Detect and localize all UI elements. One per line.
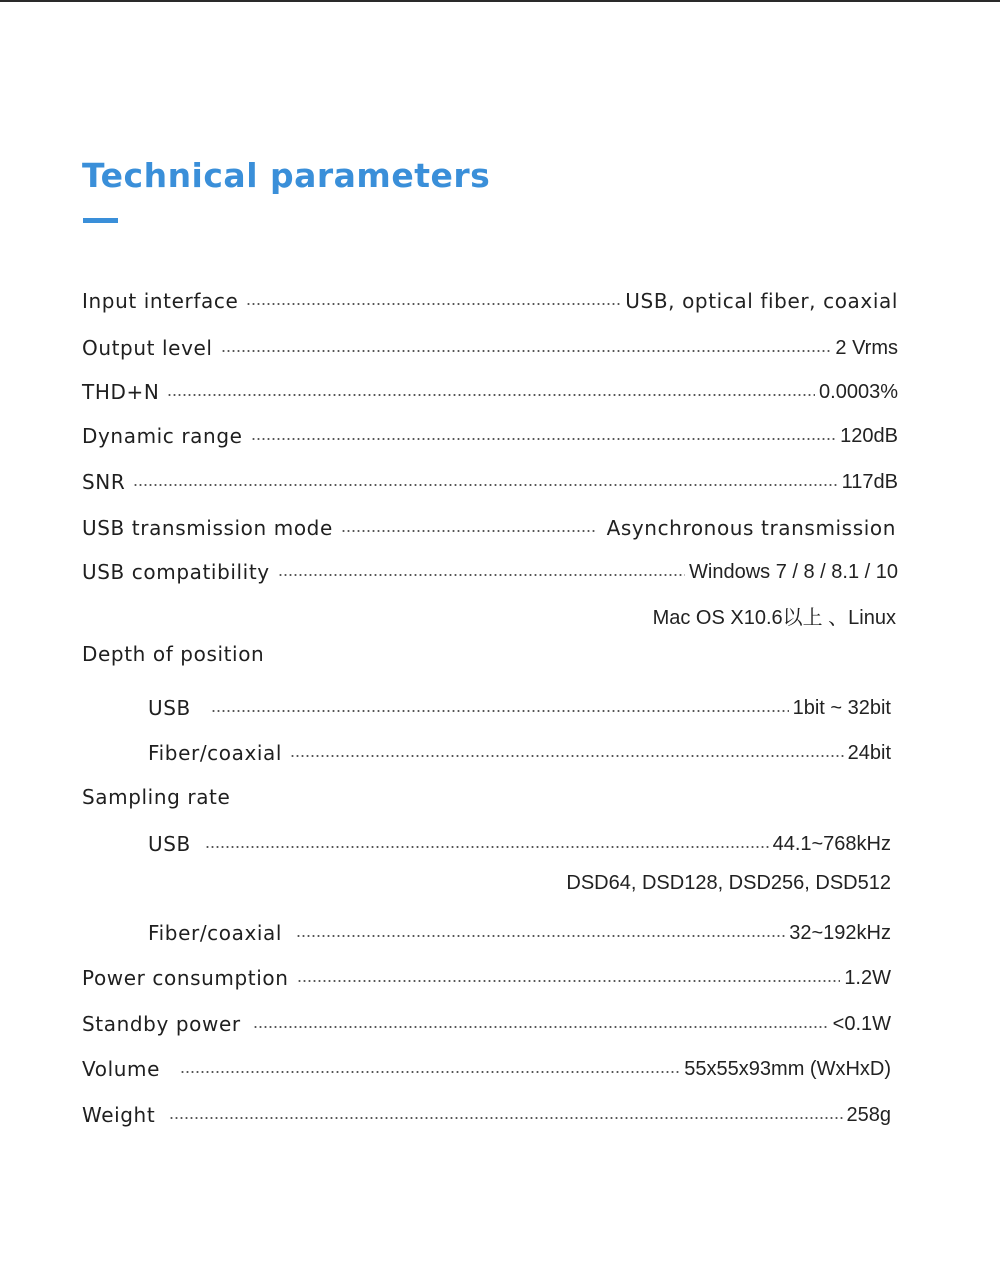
leader-dots <box>180 1071 680 1073</box>
spec-label: Volume <box>82 1057 160 1081</box>
spec-value: <0.1W <box>832 1012 891 1035</box>
spec-label: THD+N <box>82 380 160 404</box>
spec-label: Standby power <box>82 1012 241 1036</box>
spec-row-dynamic-range <box>82 421 898 451</box>
leader-dots <box>253 1026 829 1028</box>
spec-value: 2 Vrms <box>835 336 898 359</box>
spec-label: Input interface <box>82 289 239 313</box>
spec-label: USB <box>148 696 191 720</box>
spec-value: 117dB <box>841 470 898 493</box>
spec-value: 44.1~768kHz <box>772 832 891 855</box>
leader-dots <box>251 438 837 440</box>
spec-row-weight <box>82 1100 891 1130</box>
spec-row-output-level <box>82 333 898 363</box>
spec-extra-usb-compatibility: Mac OS X10.6以上 、Linux <box>652 607 896 629</box>
spec-row-power-consumption <box>82 963 891 993</box>
spec-row-thd-n <box>82 377 898 407</box>
spec-value: 120dB <box>840 424 898 447</box>
leader-dots <box>297 980 841 982</box>
spec-value: 258g <box>846 1103 891 1126</box>
section-heading-sampling: Sampling rate <box>82 785 231 809</box>
spec-value: USB, optical fiber, coaxial <box>625 289 898 313</box>
spec-label: Fiber/coaxial <box>148 741 283 765</box>
spec-label: USB compatibility <box>82 560 270 584</box>
spec-value: Windows 7 / 8 / 8.1 / 10 <box>689 560 898 583</box>
spec-row-snr <box>82 467 898 497</box>
leader-dots <box>205 846 769 848</box>
spec-row-standby-power <box>82 1009 891 1039</box>
spec-label: Dynamic range <box>82 424 243 448</box>
spec-row-sampling-fiber <box>148 918 891 948</box>
spec-row-input-interface <box>82 286 898 316</box>
spec-row-depth-usb <box>148 693 891 723</box>
spec-value: Asynchronous transmission <box>606 516 896 540</box>
spec-row-usb-compatibility <box>82 557 898 587</box>
leader-dots <box>133 484 837 486</box>
spec-value: 1bit ~ 32bit <box>792 696 891 719</box>
top-rule <box>0 0 1000 2</box>
spec-label: USB transmission mode <box>82 516 333 540</box>
leader-dots <box>296 935 785 937</box>
spec-label: Weight <box>82 1103 156 1127</box>
spec-label: USB <box>148 832 191 856</box>
title-underline <box>83 218 118 223</box>
leader-dots <box>341 530 595 532</box>
spec-row-sampling-usb <box>148 829 891 859</box>
spec-row-usb-transmission-mode <box>82 513 896 543</box>
leader-dots <box>169 1117 842 1119</box>
leader-dots <box>221 350 832 352</box>
leader-dots <box>246 303 621 305</box>
spec-value: 0.0003% <box>819 380 898 403</box>
spec-label: Power consumption <box>82 966 289 990</box>
leader-dots <box>278 574 685 576</box>
spec-label: SNR <box>82 470 126 494</box>
spec-label: Output level <box>82 336 213 360</box>
spec-row-volume <box>82 1054 891 1084</box>
section-heading-depth: Depth of position <box>82 642 265 666</box>
leader-dots <box>167 394 815 396</box>
spec-value: 55x55x93mm (WxHxD) <box>684 1057 891 1080</box>
spec-extra-sampling-usb: DSD64, DSD128, DSD256, DSD512 <box>566 872 891 894</box>
spec-row-depth-fiber <box>148 738 891 768</box>
leader-dots <box>211 710 789 712</box>
spec-label: Fiber/coaxial <box>148 921 283 945</box>
spec-value: 24bit <box>847 741 891 764</box>
page-title: Technical parameters <box>82 156 491 195</box>
leader-dots <box>290 755 844 757</box>
spec-value: 32~192kHz <box>789 921 891 944</box>
spec-value: 1.2W <box>844 966 891 989</box>
